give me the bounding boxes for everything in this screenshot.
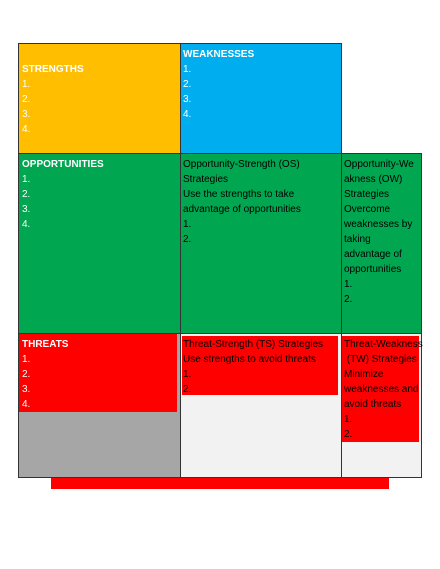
os-strategies-content	[183, 157, 301, 247]
ow-line: akness (OW)	[344, 174, 403, 185]
ow-line: opportunities	[344, 264, 402, 275]
grid-divider-v2	[341, 43, 342, 478]
ts-strategies-content	[183, 337, 323, 397]
os-line: Use the strengths to take	[183, 189, 295, 200]
ts-line: Threat-Strength (TS) Strategies	[183, 339, 324, 350]
ts-line: 1.	[183, 369, 192, 380]
grid-divider-h2	[18, 333, 422, 334]
ow-line: Opportunity-We	[344, 159, 414, 170]
threats-title: THREATS	[22, 339, 69, 350]
strengths-item: 4.	[22, 124, 31, 135]
strengths-title: STRENGTHS	[22, 64, 84, 75]
tw-line: weaknesses and	[344, 384, 419, 395]
ow-line: 2.	[344, 294, 353, 305]
ow-strategies-content	[344, 157, 414, 307]
tw-line: (TW) Strategies	[344, 354, 417, 365]
strengths-item: 1.	[22, 79, 31, 90]
strengths-item: 2.	[22, 94, 31, 105]
weaknesses-item: 2.	[183, 79, 192, 90]
ts-line: 2.	[183, 384, 192, 395]
tw-line: 1.	[344, 414, 353, 425]
os-line: 2.	[183, 234, 192, 245]
os-line: Strategies	[183, 174, 229, 185]
tw-line: avoid threats	[344, 399, 402, 410]
ow-line: advantage of	[344, 249, 402, 260]
threats-item: 3.	[22, 384, 31, 395]
opportunities-item: 1.	[22, 174, 31, 185]
opportunities-title: OPPORTUNITIES	[22, 159, 104, 170]
opportunities-content	[22, 157, 104, 232]
strengths-item: 3.	[22, 109, 31, 120]
opportunities-item: 3.	[22, 204, 31, 215]
threats-content	[22, 337, 68, 412]
footer-red-bar	[51, 478, 389, 489]
os-line: 1.	[183, 219, 192, 230]
ow-line: taking	[344, 234, 371, 245]
weaknesses-title: WEAKNESSES	[183, 49, 255, 60]
opportunities-item: 4.	[22, 219, 31, 230]
ow-line: Overcome	[344, 204, 391, 215]
weaknesses-item: 4.	[183, 109, 192, 120]
opportunities-item: 2.	[22, 189, 31, 200]
grid-divider-h1	[18, 153, 422, 154]
weaknesses-item: 1.	[183, 64, 192, 75]
ow-line: 1.	[344, 279, 353, 290]
tw-strategies-content	[344, 337, 423, 442]
threats-item: 4.	[22, 399, 31, 410]
os-line: Opportunity-Strength (OS)	[183, 159, 300, 170]
threats-item: 1.	[22, 354, 31, 365]
tw-line: 2.	[344, 429, 353, 440]
weaknesses-item: 3.	[183, 94, 192, 105]
threats-item: 2.	[22, 369, 31, 380]
grid-left-border	[18, 153, 19, 478]
os-line: advantage of opportunities	[183, 204, 301, 215]
weaknesses-content	[183, 47, 254, 122]
ow-line: Strategies	[344, 189, 390, 200]
grid-divider-v1	[180, 43, 181, 478]
ow-line: weaknesses by	[344, 219, 413, 230]
tw-line: Minimize	[344, 369, 384, 380]
strengths-content	[22, 62, 84, 137]
ts-line: Use strengths to avoid threats	[183, 354, 316, 365]
tw-line: Threat-Weakness	[344, 339, 423, 350]
